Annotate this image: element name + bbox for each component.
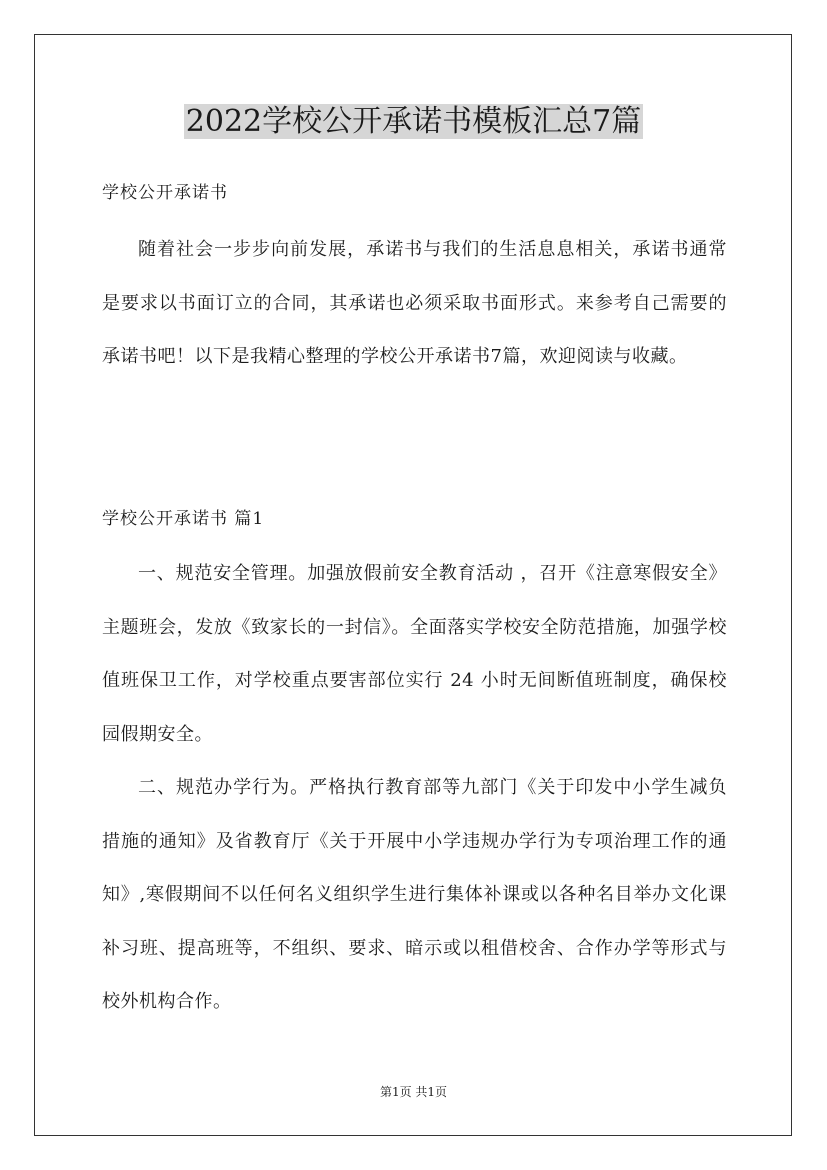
section-1-paragraph-2: 二、规范办学行为。严格执行教育部等九部门《关于印发中小学生减负措施的通知》及省教育厅《关于开展中小学违规办学行为专项治理工作的通知》,寒假期间不以任何名义组织学生进行集体补课或以各种名目举办文化课补习班、提高班等，不组织、要求、暗示或以租借校舍、合作办学等形式与校外机构合作。 (102, 777, 727, 1012)
intro-paragraph: 随着社会一步步向前发展，承诺书与我们的生活息息相关，承诺书通常是要求以书面订立的合同，其承诺也必须采取书面形式。来参考自己需要的承诺书吧！以下是我精心整理的学校公开承诺书7篇，欢迎阅读与收藏。 (102, 239, 727, 367)
section-1-heading: 学校公开承诺书 篇1 (102, 509, 265, 529)
document-title (0, 100, 827, 144)
intro-heading: 学校公开承诺书 (102, 183, 228, 203)
section-1-paragraph-1: 一、规范安全管理。加强放假前安全教育活动 ，召开《注意寒假安全》主题班会，发放《致家长的一封信》。全面落实学校安全防范措施，加强学校值班保卫工作，对学校重点要害部位实行 24 小时无间断值班制度，确保校园假期安全。 (102, 563, 727, 745)
page-footer: 第1页 共1页 (379, 1085, 448, 1099)
document-title-text: 2022学校公开承诺书模板汇总7篇 (185, 104, 642, 139)
